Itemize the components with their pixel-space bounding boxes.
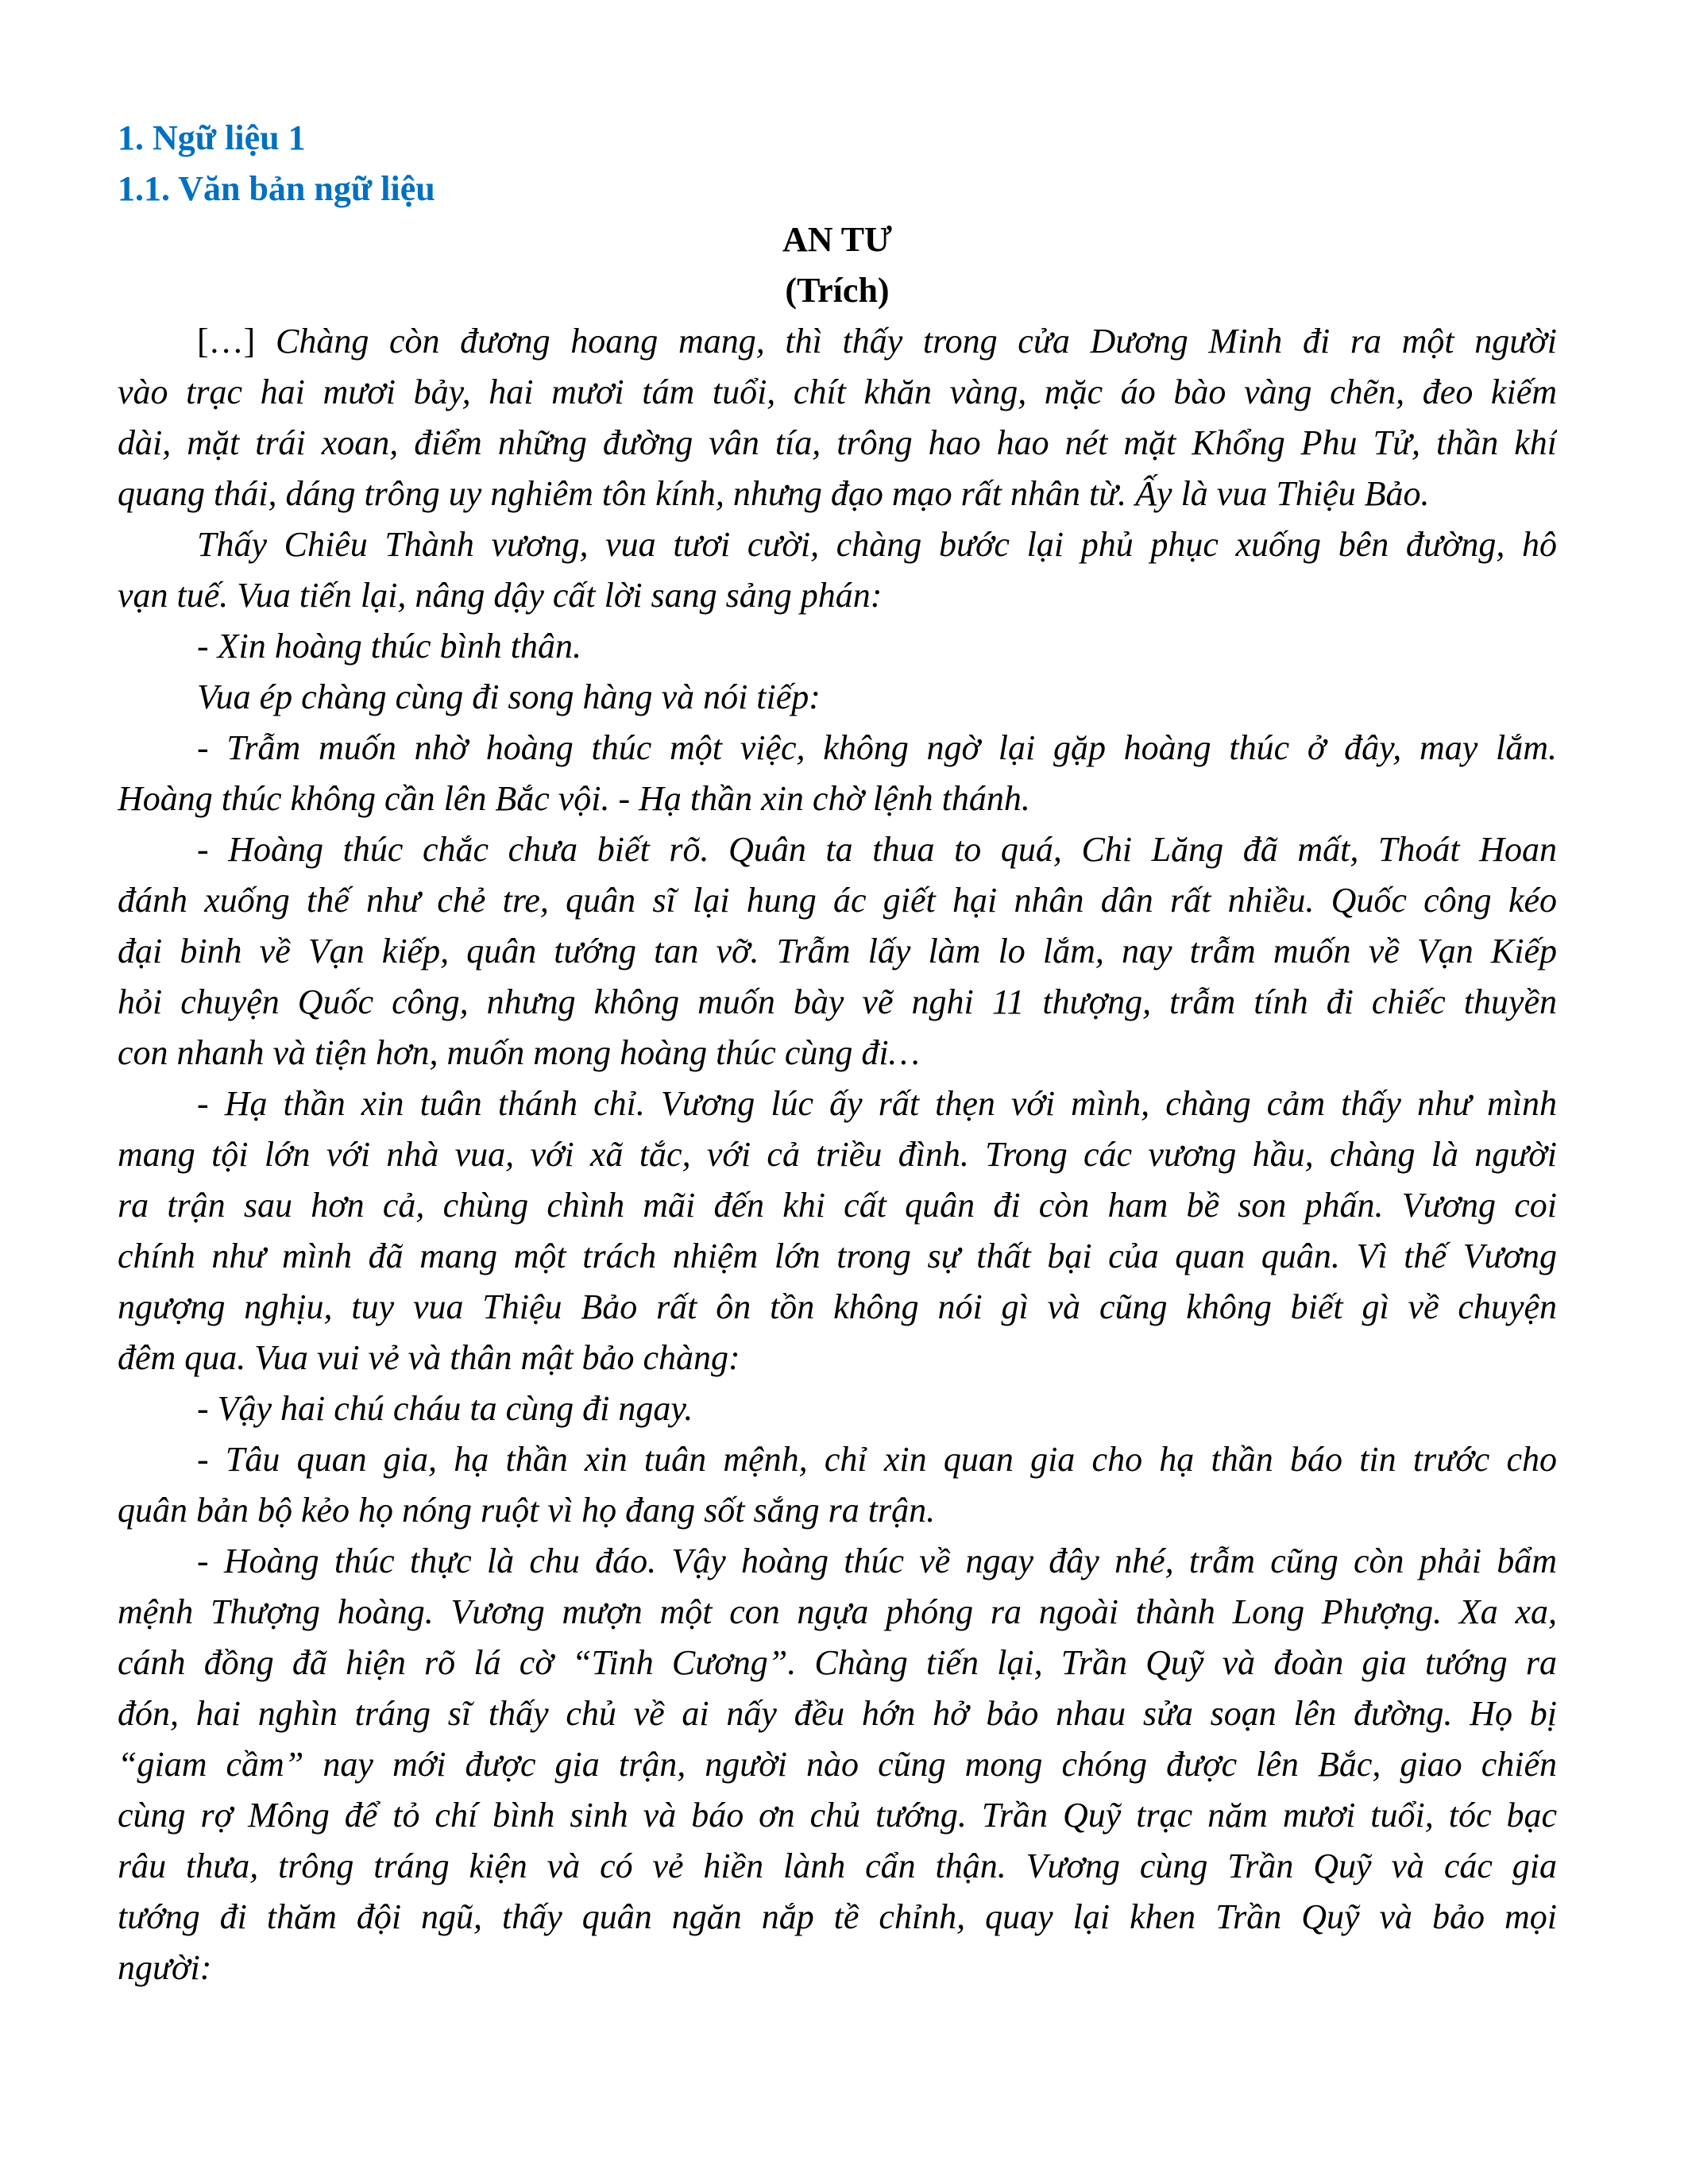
excerpt-body xyxy=(118,316,1557,1993)
line-text: con nhanh và tiện hơn, muốn mong hoàng thúc cùng đi… xyxy=(118,1033,920,1072)
line-text: đêm qua. Vua vui vẻ và thân mật bảo chàng: xyxy=(118,1338,740,1377)
line-text: Hoàng thúc không cần lên Bắc vội. - Hạ thần xin chờ lệnh thánh. xyxy=(118,779,1030,818)
line-text: hỏi chuyện Quốc công, nhưng không muốn bày vẽ nghi 11 thượng, trẫm tính đi chiếc thuyền xyxy=(118,982,1557,1021)
text-line xyxy=(118,1028,1557,1078)
text-line xyxy=(118,1383,1557,1434)
ellipsis-marker: […] xyxy=(197,322,276,361)
line-text: đón, hai nghìn tráng sĩ thấy chủ về ai nấy đều hớn hở bảo nhau sửa soạn lên đường. Họ bị xyxy=(118,1694,1557,1733)
line-text: quang thái, dáng trông uy nghiêm tôn kính, nhưng đạo mạo rất nhân từ. Ấy là vua Thiệu Bảo. xyxy=(118,474,1430,513)
text-line xyxy=(118,1129,1557,1180)
section-heading: 1. Ngữ liệu 1 xyxy=(118,118,306,157)
text-line xyxy=(118,824,1557,875)
text-line xyxy=(118,1587,1557,1638)
text-line xyxy=(118,1231,1557,1282)
text-line xyxy=(118,1180,1557,1231)
text-line xyxy=(118,316,1557,367)
paragraph xyxy=(118,621,1557,672)
line-text: Thấy Chiêu Thành vương, vua tươi cười, chàng bước lại phủ phục xuống bên đường, hô xyxy=(197,525,1557,564)
text-line xyxy=(118,621,1557,672)
text-line xyxy=(118,1688,1557,1739)
line-text: - Xin hoàng thúc bình thân. xyxy=(197,627,581,666)
work-subtitle: (Trích) xyxy=(785,271,890,310)
text-line xyxy=(118,672,1557,723)
line-text: “giam cầm” nay mới được gia trận, người nào cũng mong chóng được lên Bắc, giao chiến xyxy=(118,1745,1557,1784)
text-line xyxy=(118,977,1557,1028)
line-text: Chàng còn đương hoang mang, thì thấy trong cửa Dương Minh đi ra một người xyxy=(275,322,1557,361)
line-text: dài, mặt trái xoan, điểm những đường vân tía, trông hao hao nét mặt Khổng Phu Tử, thần khí xyxy=(118,423,1557,462)
text-line xyxy=(118,774,1557,824)
text-line xyxy=(118,1739,1557,1790)
text-line xyxy=(118,469,1557,519)
line-text: mang tội lớn với nhà vua, với xã tắc, với cả triều đình. Trong các vương hầu, chàng là người xyxy=(118,1135,1557,1174)
text-line xyxy=(118,875,1557,926)
paragraph xyxy=(118,519,1557,621)
line-text: ra trận sau hơn cả, chùng chình mãi đến khi cất quân đi còn ham bề son phấn. Vương coi xyxy=(118,1186,1557,1225)
line-text: tướng đi thăm đội ngũ, thấy quân ngăn nắp tề chỉnh, quay lại khen Trần Quỹ và bảo mọi xyxy=(118,1897,1557,1936)
line-text: đại binh về Vạn kiếp, quân tướng tan vỡ. Trẫm lấy làm lo lắm, nay trẫm muốn về Vạn Kiếp xyxy=(118,932,1557,970)
text-line xyxy=(118,1892,1557,1943)
line-text: Vua ép chàng cùng đi song hàng và nói tiếp: xyxy=(197,677,821,716)
paragraph xyxy=(118,1383,1557,1434)
line-text: - Hoàng thúc chắc chưa biết rõ. Quân ta thua to quá, Chi Lăng đã mất, Thoát Hoan xyxy=(197,830,1557,869)
text-line xyxy=(118,367,1557,418)
line-text: - Tâu quan gia, hạ thần xin tuân mệnh, chỉ xin quan gia cho hạ thần báo tin trước cho xyxy=(197,1440,1557,1479)
line-text: cánh đồng đã hiện rõ lá cờ “Tinh Cương”. Chàng tiến lại, Trần Quỹ và đoàn gia tướng ra xyxy=(118,1643,1557,1682)
paragraph xyxy=(118,824,1557,1078)
line-text: - Vậy hai chú cháu ta cùng đi ngay. xyxy=(197,1389,693,1428)
text-line xyxy=(118,926,1557,977)
text-line xyxy=(118,570,1557,621)
paragraph xyxy=(118,1536,1557,1993)
text-line xyxy=(118,1638,1557,1688)
paragraph xyxy=(118,316,1557,519)
line-text: quân bản bộ kẻo họ nóng ruột vì họ đang sốt sắng ra trận. xyxy=(118,1491,936,1530)
text-line xyxy=(118,1485,1557,1536)
line-text: râu thưa, trông tráng kiện và có vẻ hiền lành cẩn thận. Vương cùng Trần Quỹ và các gia xyxy=(118,1846,1557,1885)
text-line xyxy=(118,1333,1557,1383)
paragraph xyxy=(118,723,1557,824)
text-line xyxy=(118,1536,1557,1587)
paragraph xyxy=(118,1078,1557,1383)
line-text: đánh xuống thế như chẻ tre, quân sĩ lại hung ác giết hại nhân dân rất nhiều. Quốc công kéo xyxy=(118,881,1557,920)
text-line xyxy=(118,1790,1557,1841)
line-text: - Hạ thần xin tuân thánh chỉ. Vương lúc ấy rất thẹn với mình, chàng cảm thấy như mình xyxy=(197,1084,1557,1123)
text-line xyxy=(118,1943,1557,1993)
text-line xyxy=(118,1434,1557,1485)
paragraph xyxy=(118,672,1557,723)
work-title: AN TƯ xyxy=(782,220,893,259)
text-line xyxy=(118,1282,1557,1333)
line-text: cùng rợ Mông để tỏ chí bình sinh và báo ơn chủ tướng. Trần Quỹ trạc năm mươi tuổi, tóc bạc xyxy=(118,1796,1557,1835)
line-text: vạn tuế. Vua tiến lại, nâng dậy cất lời sang sảng phán: xyxy=(118,576,883,615)
line-text: - Trẫm muốn nhờ hoàng thúc một việc, không ngờ lại gặp hoàng thúc ở đây, may lắm. xyxy=(197,728,1557,767)
text-line xyxy=(118,1841,1557,1892)
text-line xyxy=(118,1078,1557,1129)
line-text: chính như mình đã mang một trách nhiệm lớn trong sự thất bại của quan quân. Vì thế Vương xyxy=(118,1237,1557,1275)
line-text: người: xyxy=(118,1948,212,1987)
subsection-heading: 1.1. Văn bản ngữ liệu xyxy=(118,169,435,208)
paragraph xyxy=(118,1434,1557,1536)
text-line xyxy=(118,418,1557,469)
text-line xyxy=(118,723,1557,774)
line-text: vào trạc hai mươi bảy, hai mươi tám tuổi, chít khăn vàng, mặc áo bào vàng chẽn, đeo kiếm xyxy=(118,372,1557,411)
line-text: mệnh Thượng hoàng. Vương mượn một con ngựa phóng ra ngoài thành Long Phượng. Xa xa, xyxy=(118,1592,1557,1631)
line-text: ngượng nghịu, tuy vua Thiệu Bảo rất ôn tồn không nói gì và cũng không biết gì về chuyện xyxy=(118,1287,1557,1326)
document-page xyxy=(118,113,1557,1993)
text-line xyxy=(118,519,1557,570)
line-text: - Hoàng thúc thực là chu đáo. Vậy hoàng thúc về ngay đây nhé, trẫm cũng còn phải bẩm xyxy=(197,1542,1557,1580)
